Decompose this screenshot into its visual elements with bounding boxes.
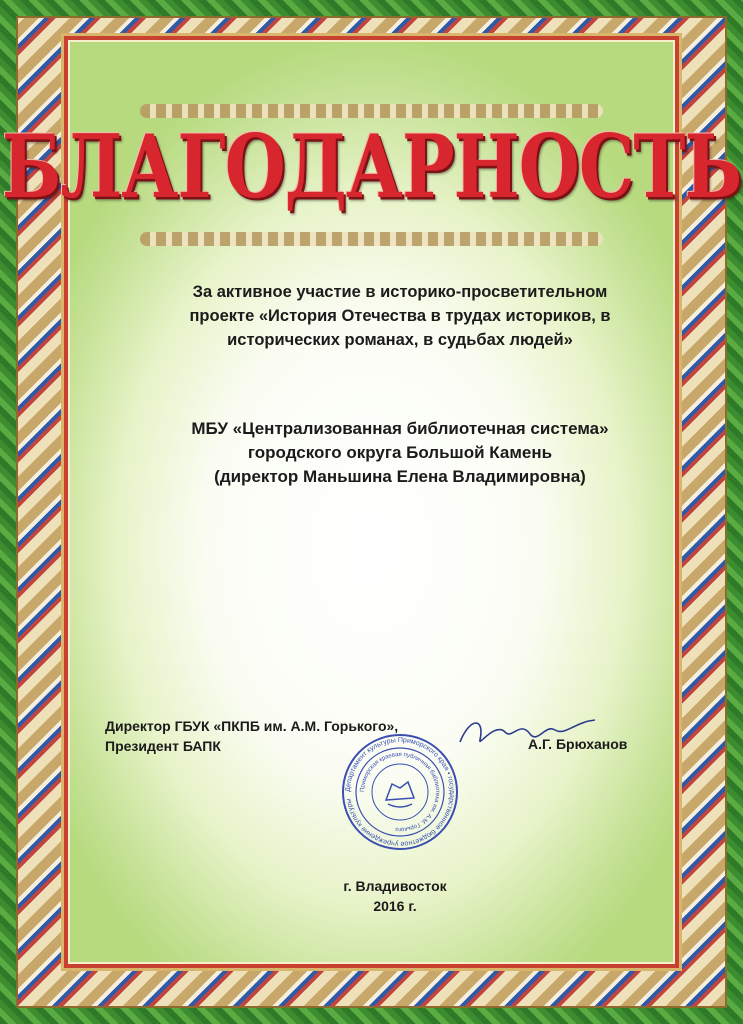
recipient-text: [120, 417, 680, 489]
issue-city: г. Владивосток: [343, 878, 447, 894]
issue-place-date: [0, 876, 743, 916]
reason-line: исторических романах, в судьбах людей»: [227, 331, 573, 349]
signatory-name: А.Г. Брюханов: [528, 736, 628, 752]
signatory-line: Директор ГБУК «ПКПБ им. А.М. Горького»,: [105, 718, 399, 734]
issue-year: 2016 г.: [373, 898, 417, 914]
signatory-line: Президент БАПК: [105, 738, 221, 754]
reason-line: За активное участие в историко-просветительном: [192, 283, 608, 301]
laurel-ornament-bottom: [140, 232, 603, 246]
recipient-line: (директор Маньшина Елена Владимировна): [214, 467, 586, 486]
recipient-line: городского округа Большой Камень: [247, 443, 553, 462]
reason-line: проекте «История Отечества в трудах историков, в: [189, 307, 611, 325]
certificate-title: БЛАГОДАРНОСТЬ: [1, 114, 742, 219]
svg-text:Департамент культуры Приморско: Департамент культуры Приморского края • государственное бюджетное учреждение культуры: [344, 736, 456, 848]
reason-text: [120, 280, 680, 352]
svg-text:Приморская краевая публичная б: Приморская краевая публичная библиотека им. А.М. Горького: [359, 751, 441, 833]
official-seal-icon: [340, 732, 460, 852]
recipient-line: МБУ «Централизованная библиотечная система»: [191, 419, 609, 438]
